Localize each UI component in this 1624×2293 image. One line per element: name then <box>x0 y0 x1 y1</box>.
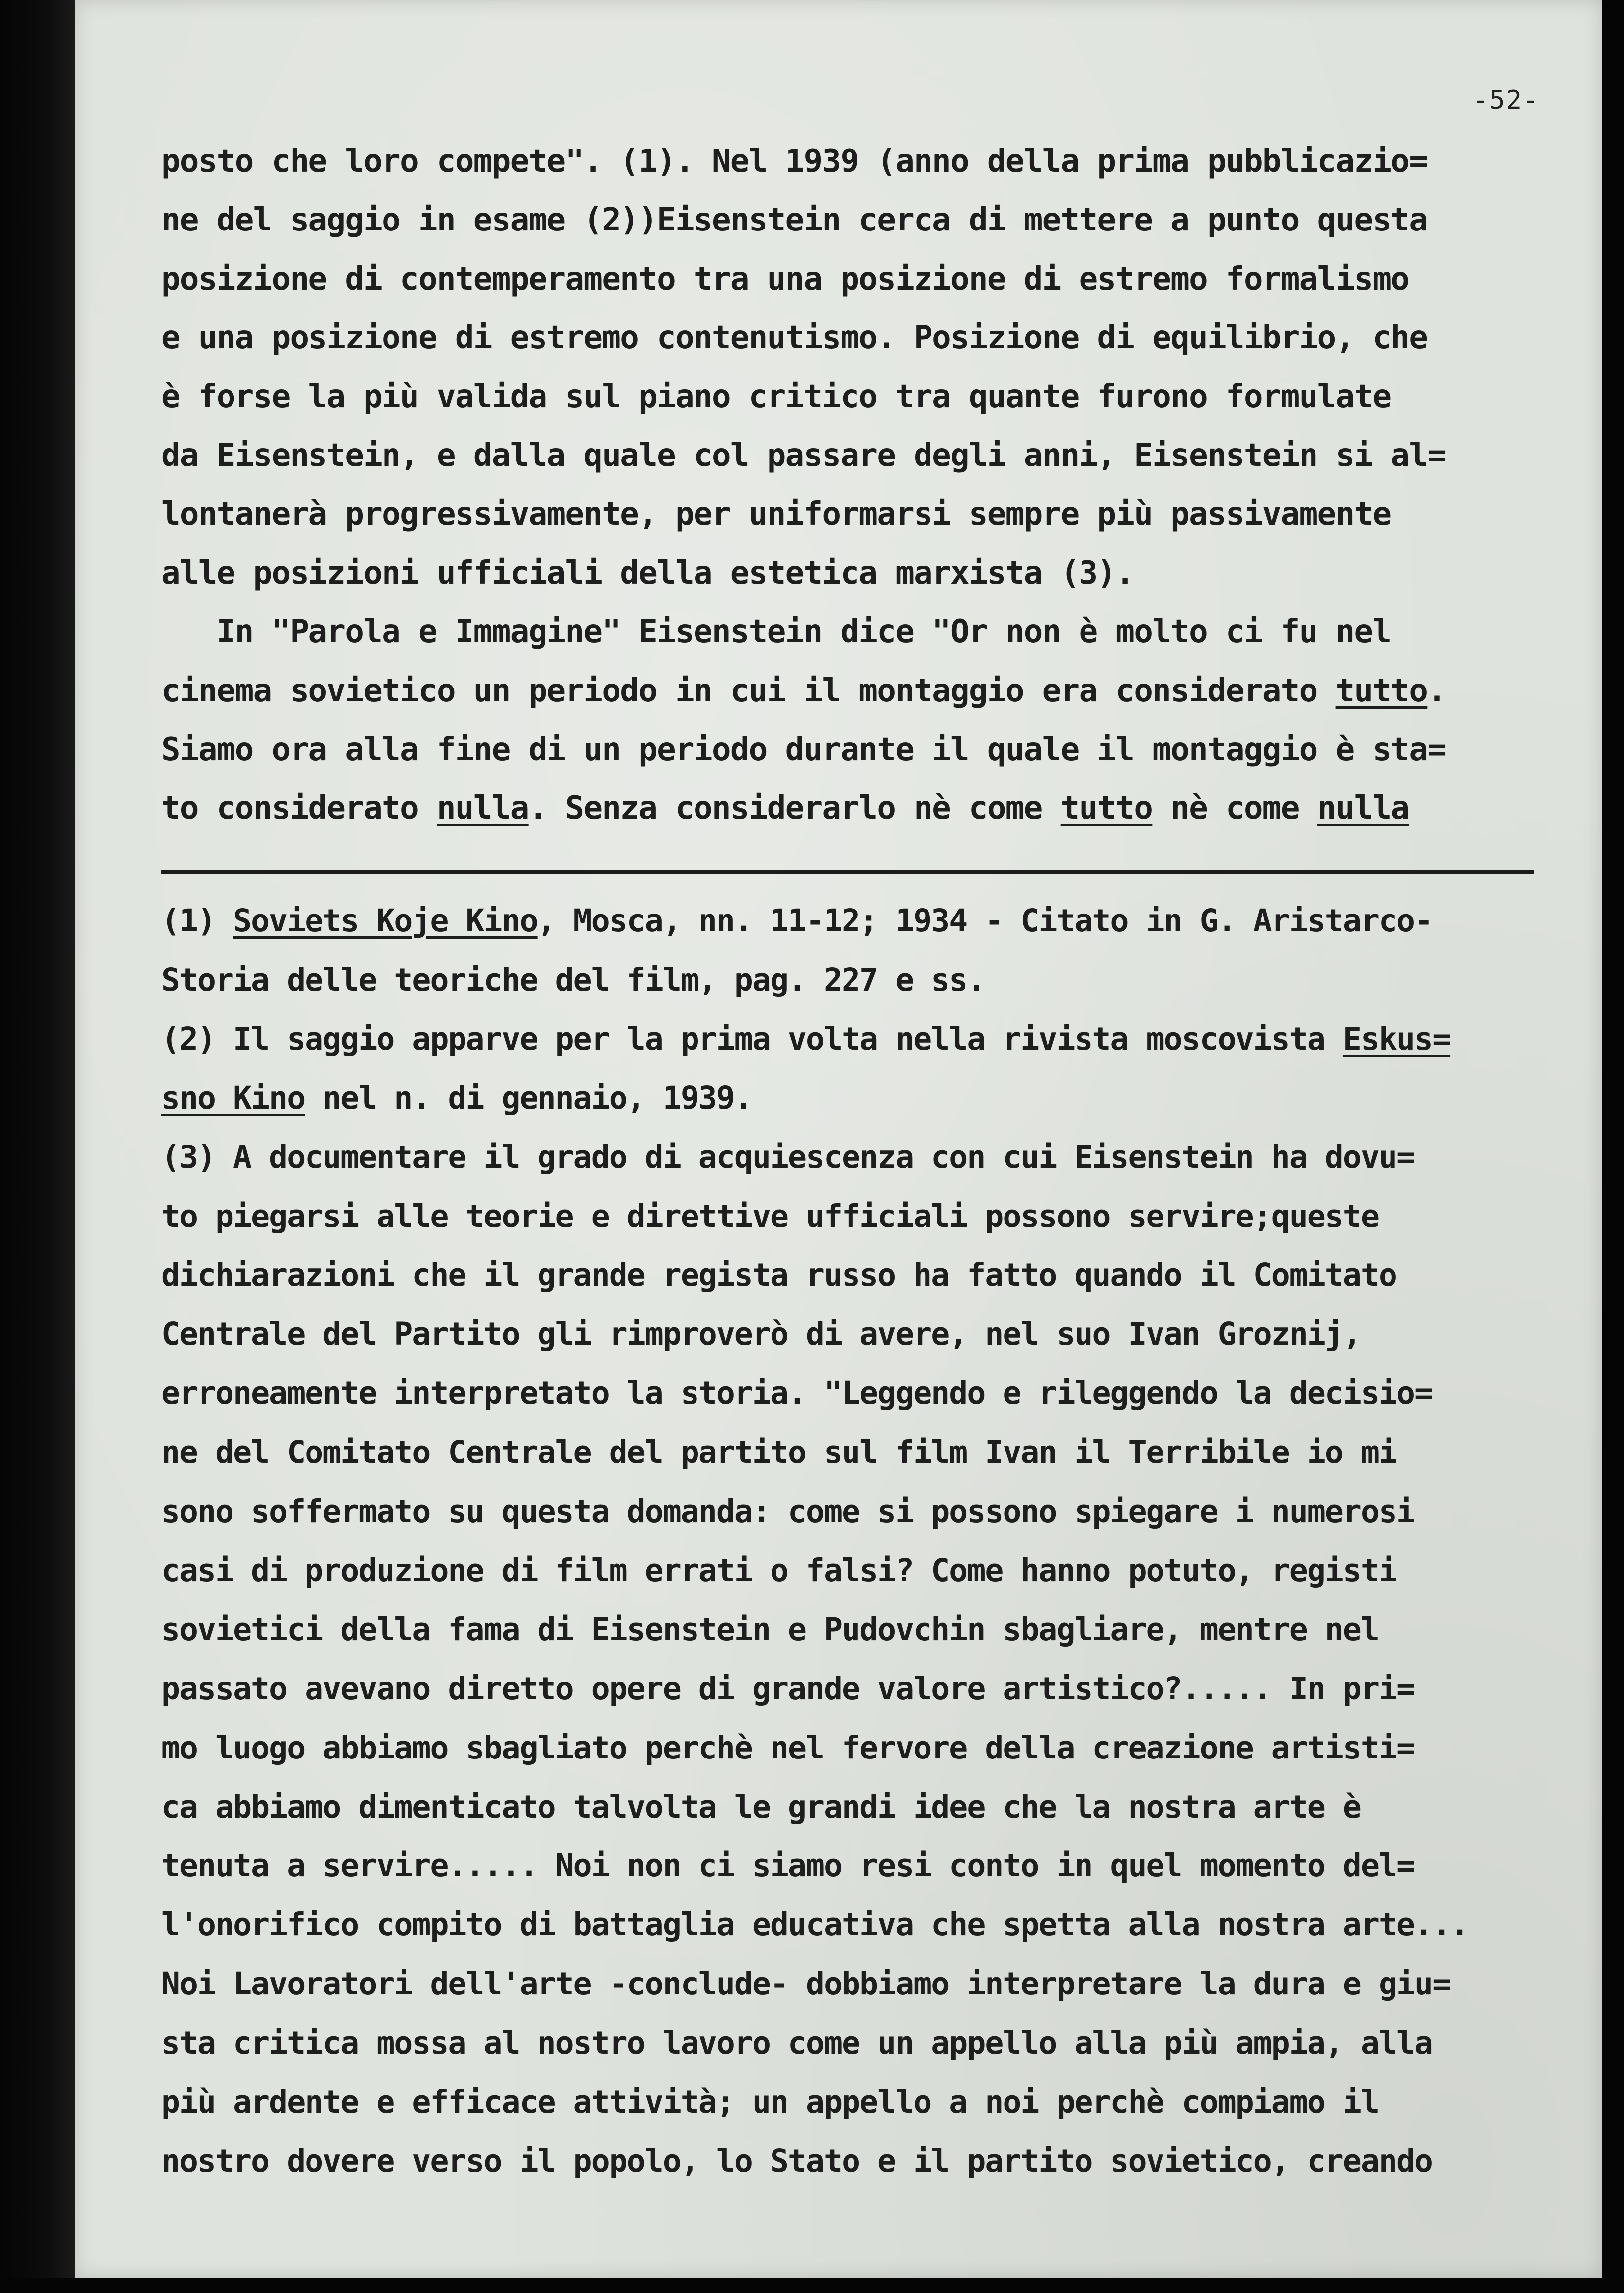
footnote-line <box>161 1671 1414 1707</box>
text-run: nostro dovere verso il popolo, lo Stato e il partito sovietico, creando <box>161 2142 1433 2179</box>
text-run: è forse la più valida sul piano critico tra quante furono formulate <box>161 378 1391 415</box>
body-line <box>161 143 1427 180</box>
body-line <box>161 261 1409 298</box>
footnote-line <box>161 1966 1450 2002</box>
body-line <box>161 790 1409 827</box>
body-line <box>161 496 1391 533</box>
footnote-line <box>161 962 985 998</box>
text-run: sta critica mossa al nostro lavoro come un appello alla più ampia, alla <box>161 2025 1433 2062</box>
footnote-line <box>161 2084 1379 2120</box>
footnote-line <box>161 1434 1396 1470</box>
body-line <box>161 319 1427 356</box>
text-run: lontanerà progressivamente, per uniformarsi sempre più passivamente <box>161 496 1391 533</box>
text-run: da Eisenstein, e dalla quale col passare degli anni, Eisenstein si al= <box>161 437 1446 474</box>
footnote-line <box>161 1375 1432 1411</box>
text-run: to piegarsi alle teorie e direttive ufficiali possono servire;queste <box>161 1198 1379 1234</box>
text-run: dichiarazioni che il grande regista russo ha fatto quando il Comitato <box>161 1257 1397 1294</box>
scan-bottom-edge <box>0 2278 1624 2293</box>
text-run: Storia delle teoriche del film, pag. 227 e ss. <box>161 961 985 998</box>
footnote-line <box>161 1552 1396 1589</box>
text-run: e una posizione di estremo contenutismo. Posizione di equilibrio, che <box>161 319 1428 357</box>
text-run: (1) <box>161 903 233 939</box>
body-line <box>161 613 1391 650</box>
footnote-line <box>161 1080 752 1116</box>
footnote-line <box>161 2143 1432 2179</box>
body-line <box>161 731 1446 768</box>
text-run: . Senza considerarlo nè come <box>528 790 1061 827</box>
footnote-separator-rule <box>161 870 1534 874</box>
text-run: , Mosca, nn. 11-12; 1934 - Citato in G. Aristarco- <box>537 903 1433 939</box>
text-run: sono soffermato su questa domanda: come si possono spiegare i numerosi <box>161 1493 1415 1529</box>
underlined-title: Eskus= <box>1342 1020 1451 1057</box>
text-run: (2) Il saggio apparve per la prima volta nella rivista moscovista <box>161 1020 1343 1057</box>
body-line <box>161 379 1391 415</box>
footnote-line <box>161 1611 1379 1648</box>
text-run: . <box>1427 672 1446 709</box>
text-run: posto che loro compete". (1). Nel 1939 (anno della prima pubblicazio= <box>161 143 1428 180</box>
footnote-line <box>161 1493 1414 1529</box>
footnote-line <box>161 1847 1414 1884</box>
text-run: casi di produzione di film errati o falsi? Come hanno potuto, registi <box>161 1552 1397 1589</box>
text-run: Siamo ora alla fine di un periodo durante il quale il montaggio è sta= <box>161 731 1446 768</box>
text-run: posizione di contemperamento tra una posizione di estremo formalismo <box>161 260 1409 298</box>
text-run: nel n. di gennaio, 1939. <box>305 1079 752 1116</box>
footnote-line <box>161 903 1432 939</box>
typewritten-page <box>75 0 1602 2278</box>
text-run: passato avevano diretto opere di grande valore artistico?..... In pri= <box>161 1670 1415 1707</box>
text-run: ne del Comitato Centrale del partito sul film Ivan il Terribile io mi <box>161 1434 1397 1471</box>
text-run: ca abbiamo dimenticato talvolta le grandi idee che la nostra arte è <box>161 1788 1361 1825</box>
text-run: nè come <box>1152 790 1317 827</box>
footnote-line <box>161 1139 1414 1175</box>
scan-left-edge <box>0 0 75 2293</box>
underlined-title: nulla <box>436 790 529 827</box>
text-run: cinema sovietico un periodo in cui il montaggio era considerato <box>161 672 1336 709</box>
footnote-line <box>161 1789 1361 1825</box>
underlined-title: nulla <box>1317 790 1409 827</box>
text-run: to considerato <box>161 790 437 827</box>
page-number: -52- <box>1473 85 1540 115</box>
text-run: più ardente e efficace attività; un appello a noi perchè compiamo il <box>161 2084 1379 2120</box>
text-run: ne del saggio in esame (2))Eisenstein cerca di mettere a punto questa <box>161 202 1428 239</box>
footnote-line <box>161 1907 1468 1943</box>
body-line <box>161 673 1446 709</box>
body-line <box>161 202 1427 238</box>
text-run: Centrale del Partito gli rimproverò di avere, nel suo Ivan Groznij, <box>161 1316 1361 1353</box>
text-run: l'onorifico compito di battaglia educativa che spetta alla nostra arte... <box>161 1907 1469 1943</box>
underlined-title: Soviets Koje Kino <box>233 903 538 939</box>
text-run: erroneamente interpretato la storia. "Leggendo e rileggendo la decisio= <box>161 1375 1433 1412</box>
footnote-line <box>161 1316 1361 1352</box>
body-line <box>161 555 1134 592</box>
footnote-line <box>161 1198 1379 1234</box>
footnote-line <box>161 1021 1450 1057</box>
footnote-line <box>161 1730 1414 1766</box>
underlined-title: sno Kino <box>161 1079 305 1116</box>
text-run: Noi Lavoratori dell'arte -conclude- dobbiamo interpretare la dura e giu= <box>161 1966 1451 2002</box>
text-run: sovietici della fama di Eisenstein e Pudovchin sbagliare, mentre nel <box>161 1611 1379 1648</box>
underlined-title: tutto <box>1060 790 1153 827</box>
text-run: alle posizioni ufficiali della estetica marxista (3). <box>161 554 1134 592</box>
text-run: tenuta a servire..... Noi non ci siamo resi conto in quel momento del= <box>161 1847 1415 1884</box>
footnote-line <box>161 1257 1396 1293</box>
text-run: In "Parola e Immagine" Eisenstein dice "Or non è molto ci fu nel <box>161 613 1391 651</box>
body-line <box>161 437 1446 474</box>
footnote-line <box>161 2025 1432 2061</box>
text-run: mo luogo abbiamo sbagliato perchè nel fervore della creazione artisti= <box>161 1729 1415 1766</box>
underlined-title: tutto <box>1335 672 1428 709</box>
text-run: (3) A documentare il grado di acquiescenza con cui Eisenstein ha dovu= <box>161 1139 1415 1175</box>
scan-right-edge <box>1602 0 1624 2293</box>
